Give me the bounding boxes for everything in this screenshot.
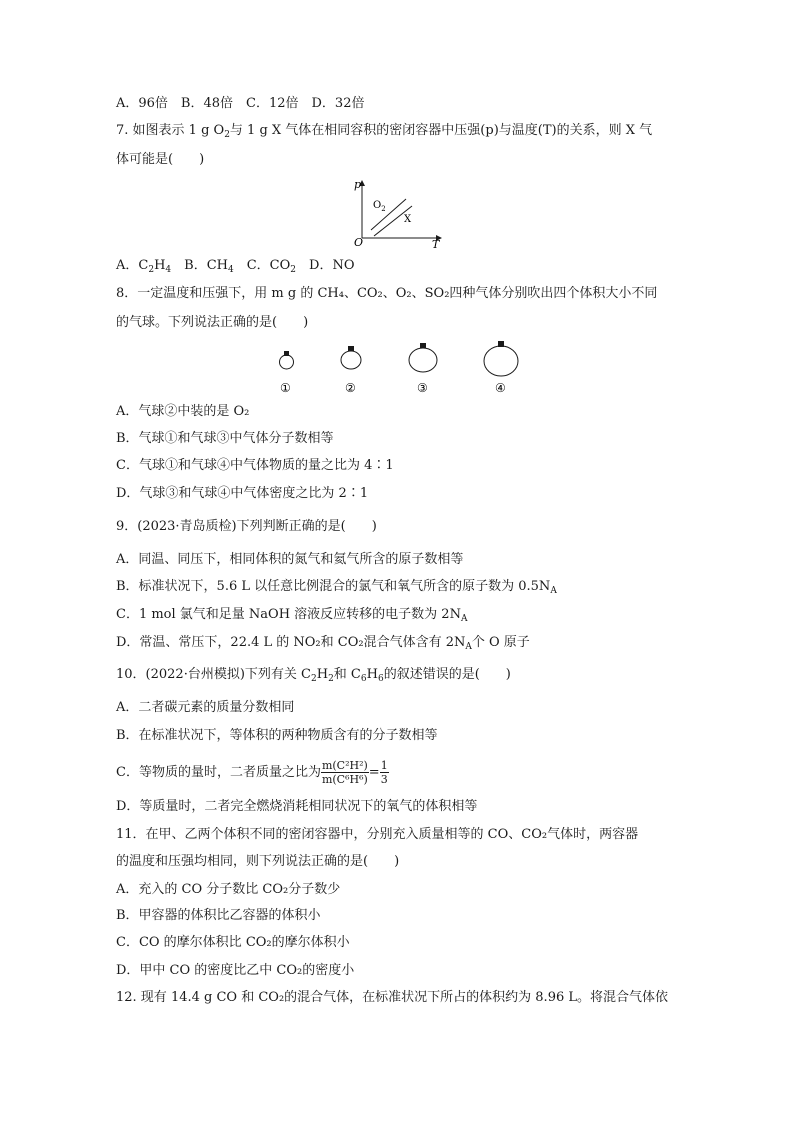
q9-option-b: B．标准状况下，5.6 L 以任意比例混合的氯气和氧气所含的原子数为 $0.5N_A$ (116, 579, 557, 596)
q7-options: A．$C_2H_4$ B．$CH_4$ C．$CO_2$ D．NO (116, 258, 355, 275)
o2-label: $O_2$ (373, 200, 386, 213)
q9-option-d: D．常温、常压下，22.4 L 的 NO₂和 CO₂混合气体含有 $2N_A$个 O 原子 (116, 635, 530, 652)
q10-option-d: D．等质量时，二者完全燃烧消耗相同状况下的氧气的体积相等 (116, 799, 478, 814)
q10-option-a: A．二者碳元素的质量分数相同 (116, 700, 295, 715)
y-axis-label: p (354, 178, 362, 191)
q6-options: A．96倍 B．48倍 C．12倍 D．32倍 (116, 96, 365, 111)
q11-option-c: C．CO 的摩尔体积比 CO₂的摩尔体积小 (116, 935, 350, 950)
q9-stem: 9．(2023·青岛质检)下列判断正确的是( ) (116, 519, 377, 534)
balloon-label-2: ② (345, 381, 356, 395)
origin-label: O (354, 236, 364, 248)
x-axis-label: T (432, 238, 440, 248)
q8-option-d: D．气球③和气球④中气体密度之比为 2∶1 (116, 486, 369, 501)
q11-stem-line2: 的温度和压强均相同，则下列说法正确的是( ) (116, 854, 400, 869)
balloon-2 (341, 346, 361, 369)
q7-p-t-graph (346, 176, 446, 248)
q11-option-d: D．甲中 CO 的密度比乙中 CO₂的密度小 (116, 963, 355, 978)
q12-stem-line1: 12. 现有 14.4 g CO 和 CO₂的混合气体，在标准状况下所占的体积约为 8.96 L。将混合气体依 (116, 990, 668, 1005)
q9-option-c: C．1 mol 氯气和足量 NaOH 溶液反应转移的电子数为 $2N_A$ (116, 607, 468, 624)
q10-stem: 10．(2022·台州模拟)下列有关 $C_2H_2$和 $C_6H_6$的叙述错误的是( ) (116, 667, 511, 684)
x-gas-label: X (404, 214, 412, 225)
q7-stem-line2: 体可能是( ) (116, 152, 205, 167)
balloon-4 (484, 341, 518, 376)
q8-stem-line1: 8．一定温度和压强下，用 m g 的 CH₄、CO₂、O₂、SO₂四种气体分别吹出四个体积大小不同 (116, 286, 658, 301)
balloon-label-1: ① (280, 381, 291, 395)
q10-fraction-right: $\frac{1}{3}$ (380, 759, 388, 786)
q9-option-a: A．同温、同压下，相同体积的氮气和氦气所含的原子数相等 (116, 552, 464, 567)
q8-option-b: B．气球①和气球③中气体分子数相等 (116, 431, 334, 446)
q10-option-c: C．等物质的量时，二者质量之比为 $\frac{\text{m(C²H²)}}{\text{m(C⁶H⁶)}}$ = $\frac{1}{3}$ (116, 759, 388, 786)
balloon-3 (409, 343, 437, 372)
q11-stem-line1: 11．在甲、乙两个体积不同的密闭容器中，分别充入质量相等的 CO、CO₂气体时，两容器 (116, 827, 639, 842)
q8-option-a: A．气球②中装的是 O₂ (116, 404, 250, 419)
balloon-1 (280, 351, 294, 369)
q8-balloons-figure (270, 340, 530, 398)
q8-stem-line2: 的气球。下列说法正确的是( ) (116, 315, 309, 330)
q10-fraction-left: $\frac{\text{m(C²H²)}}{\text{m(C⁶H⁶)}}$ (321, 759, 368, 786)
balloon-label-3: ③ (417, 381, 428, 395)
q8-option-c: C．气球①和气球④中气体物质的量之比为 4∶1 (116, 458, 394, 473)
q11-option-b: B．甲容器的体积比乙容器的体积小 (116, 908, 321, 923)
q7-stem-line1: 7. 如图表示 1 g $O_2$与 1 g X 气体在相同容积的密闭容器中压强(p)与温度(T)的关系，则 X 气 (116, 123, 653, 140)
q10-option-b: B．在标准状况下，等体积的两种物质含有的分子数相等 (116, 728, 438, 743)
balloon-label-4: ④ (495, 381, 506, 395)
q11-option-a: A．充入的 CO 分子数比 CO₂分子数少 (116, 882, 341, 897)
